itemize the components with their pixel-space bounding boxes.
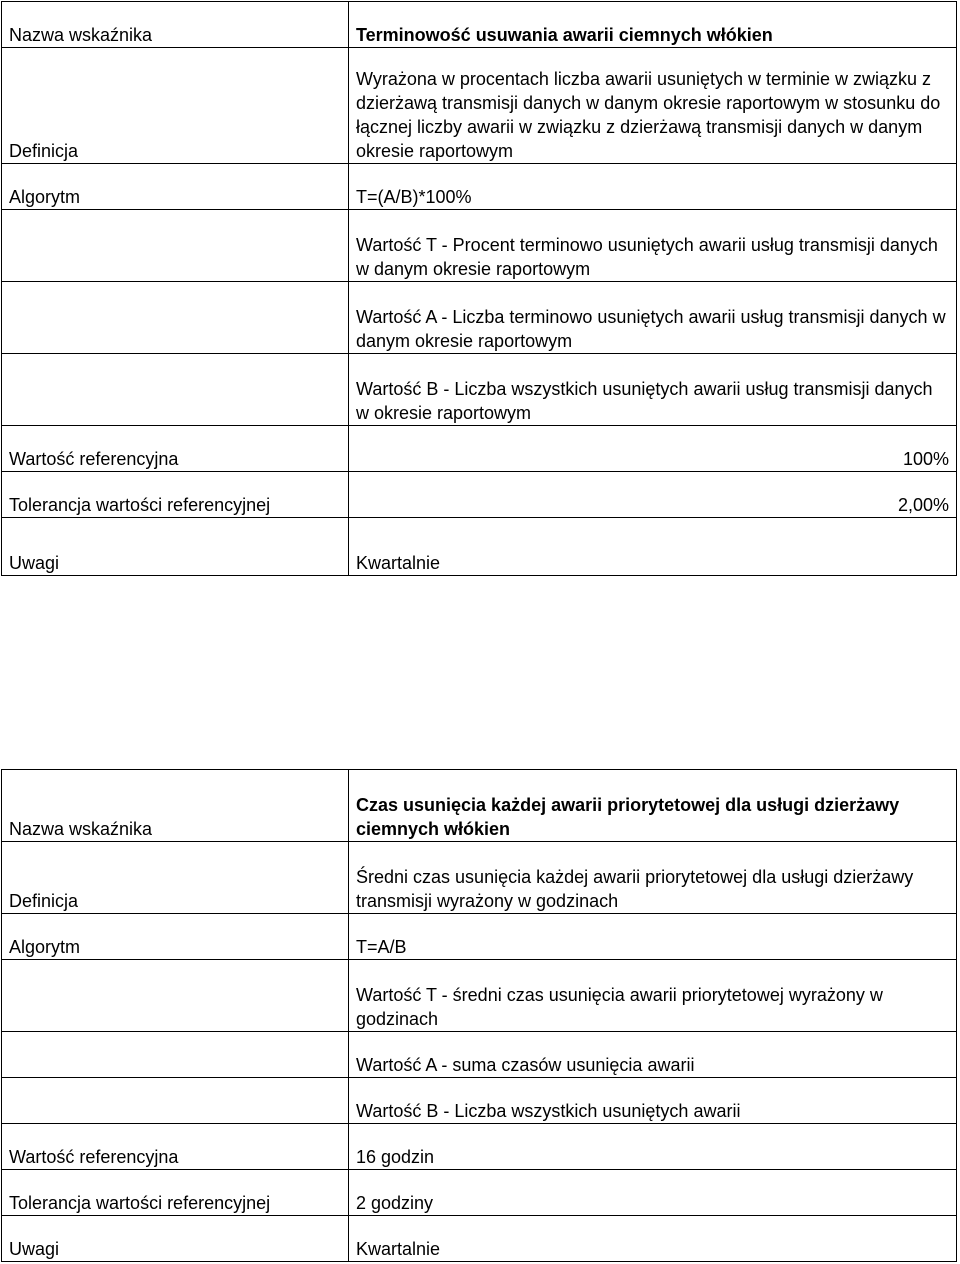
- value-reference: 16 godzin: [349, 1124, 957, 1170]
- value-algorithm: T=(A/B)*100%: [349, 164, 957, 210]
- row-definition: [2, 842, 957, 914]
- label-empty: [2, 282, 349, 354]
- row-notes: [2, 1216, 957, 1262]
- label-empty: [2, 1078, 349, 1124]
- value-var-a: Wartość A - suma czasów usunięcia awarii: [349, 1032, 957, 1078]
- row-var-t: [2, 960, 957, 1032]
- row-var-b: [2, 1078, 957, 1124]
- row-algorithm: [2, 164, 957, 210]
- label-definition: Definicja: [2, 48, 349, 164]
- value-reference: 100%: [349, 426, 957, 472]
- value-definition: Wyrażona w procentach liczba awarii usuniętych w terminie w związku z dzierżawą transmisji danych w danym okresie raportowym w stosunku do łącznej liczby awarii w związku z dzierżawą transmisji danych w danym okresie raportowym: [349, 48, 957, 164]
- row-var-t: [2, 210, 957, 282]
- row-var-b: [2, 354, 957, 426]
- label-algorithm: Algorytm: [2, 164, 349, 210]
- row-tolerance: [2, 1170, 957, 1216]
- label-name: Nazwa wskaźnika: [2, 770, 349, 842]
- row-definition: [2, 48, 957, 164]
- label-empty: [2, 1032, 349, 1078]
- value-var-t: Wartość T - Procent terminowo usuniętych awarii usług transmisji danych w danym okresie raportowym: [349, 210, 957, 282]
- value-tolerance: 2,00%: [349, 472, 957, 518]
- label-reference: Wartość referencyjna: [2, 1124, 349, 1170]
- label-name: Nazwa wskaźnika: [2, 2, 349, 48]
- value-var-b: Wartość B - Liczba wszystkich usuniętych awarii usług transmisji danych w okresie raportowym: [349, 354, 957, 426]
- label-empty: [2, 210, 349, 282]
- row-reference: [2, 426, 957, 472]
- label-reference: Wartość referencyjna: [2, 426, 349, 472]
- label-notes: Uwagi: [2, 518, 349, 576]
- indicator-table-timeliness: [1, 1, 957, 576]
- row-name: [2, 2, 957, 48]
- value-name: Terminowość usuwania awarii ciemnych włókien: [349, 2, 957, 48]
- value-definition: Średni czas usunięcia każdej awarii priorytetowej dla usługi dzierżawy transmisji wyrażony w godzinach: [349, 842, 957, 914]
- row-var-a: [2, 282, 957, 354]
- row-algorithm: [2, 914, 957, 960]
- value-name: Czas usunięcia każdej awarii priorytetowej dla usługi dzierżawy ciemnych włókien: [349, 770, 957, 842]
- row-reference: [2, 1124, 957, 1170]
- value-tolerance: 2 godziny: [349, 1170, 957, 1216]
- row-tolerance: [2, 472, 957, 518]
- label-tolerance: Tolerancja wartości referencyjnej: [2, 472, 349, 518]
- label-notes: Uwagi: [2, 1216, 349, 1262]
- value-var-a: Wartość A - Liczba terminowo usuniętych awarii usług transmisji danych w danym okresie raportowym: [349, 282, 957, 354]
- value-notes: Kwartalnie: [349, 518, 957, 576]
- indicator-table-repair-time: [1, 769, 957, 1262]
- value-var-t: Wartość T - średni czas usunięcia awarii priorytetowej wyrażony w godzinach: [349, 960, 957, 1032]
- row-notes: [2, 518, 957, 576]
- label-definition: Definicja: [2, 842, 349, 914]
- value-algorithm: T=A/B: [349, 914, 957, 960]
- row-var-a: [2, 1032, 957, 1078]
- value-notes: Kwartalnie: [349, 1216, 957, 1262]
- label-empty: [2, 354, 349, 426]
- label-algorithm: Algorytm: [2, 914, 349, 960]
- value-var-b: Wartość B - Liczba wszystkich usuniętych awarii: [349, 1078, 957, 1124]
- label-empty: [2, 960, 349, 1032]
- label-tolerance: Tolerancja wartości referencyjnej: [2, 1170, 349, 1216]
- row-name: [2, 770, 957, 842]
